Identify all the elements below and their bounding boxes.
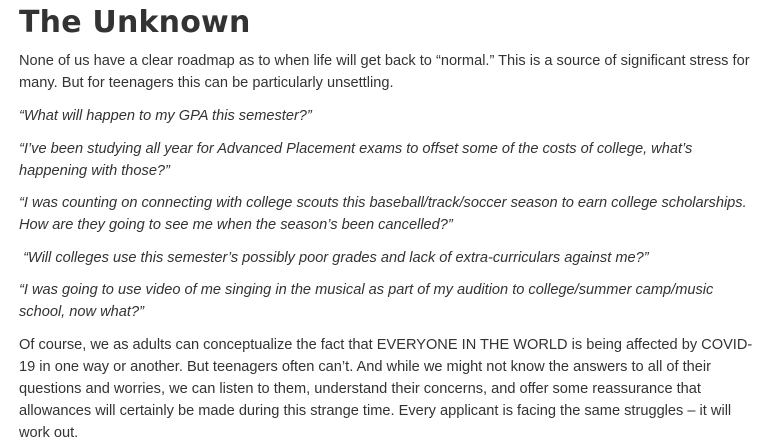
intro-paragraph: None of us have a clear roadmap as to when life will get back to “normal.” This is a source of significant stress for many. But for teenagers this can be particularly unsettling.	[19, 53, 750, 91]
quote-gpa: “What will happen to my GPA this semester?”	[19, 108, 312, 124]
quote-audition: “I was going to use video of me singing in the musical as part of my audition to college/summer camp/music school, now what?”	[19, 282, 714, 320]
conclusion-paragraph: Of course, we as adults can conceptualize the fact that EVERYONE IN THE WORLD is being affected by COVID-19 in one way or another. But teenagers often can’t. And while we might not know the answers to all of their questions and worries, we can listen to them, understand their concerns, and offer some reassurance that allowances will certainly be made during this strange time. Every applicant is facing the same struggles – it will work out.	[19, 337, 753, 441]
section-heading: The Unknown	[19, 5, 251, 40]
quote-college-scouts: “I was counting on connecting with college scouts this baseball/track/soccer season to earn college scholarships. How are they going to see me when the season’s been cancelled?”	[19, 195, 747, 233]
quote-ap-exams: “I’ve been studying all year for Advanced Placement exams to offset some of the costs of college, what’s happening with those?”	[19, 141, 693, 179]
article	[19, 0, 759, 444]
quote-grades: “Will colleges use this semester’s possibly poor grades and lack of extra-curriculars against me?”	[19, 250, 649, 266]
